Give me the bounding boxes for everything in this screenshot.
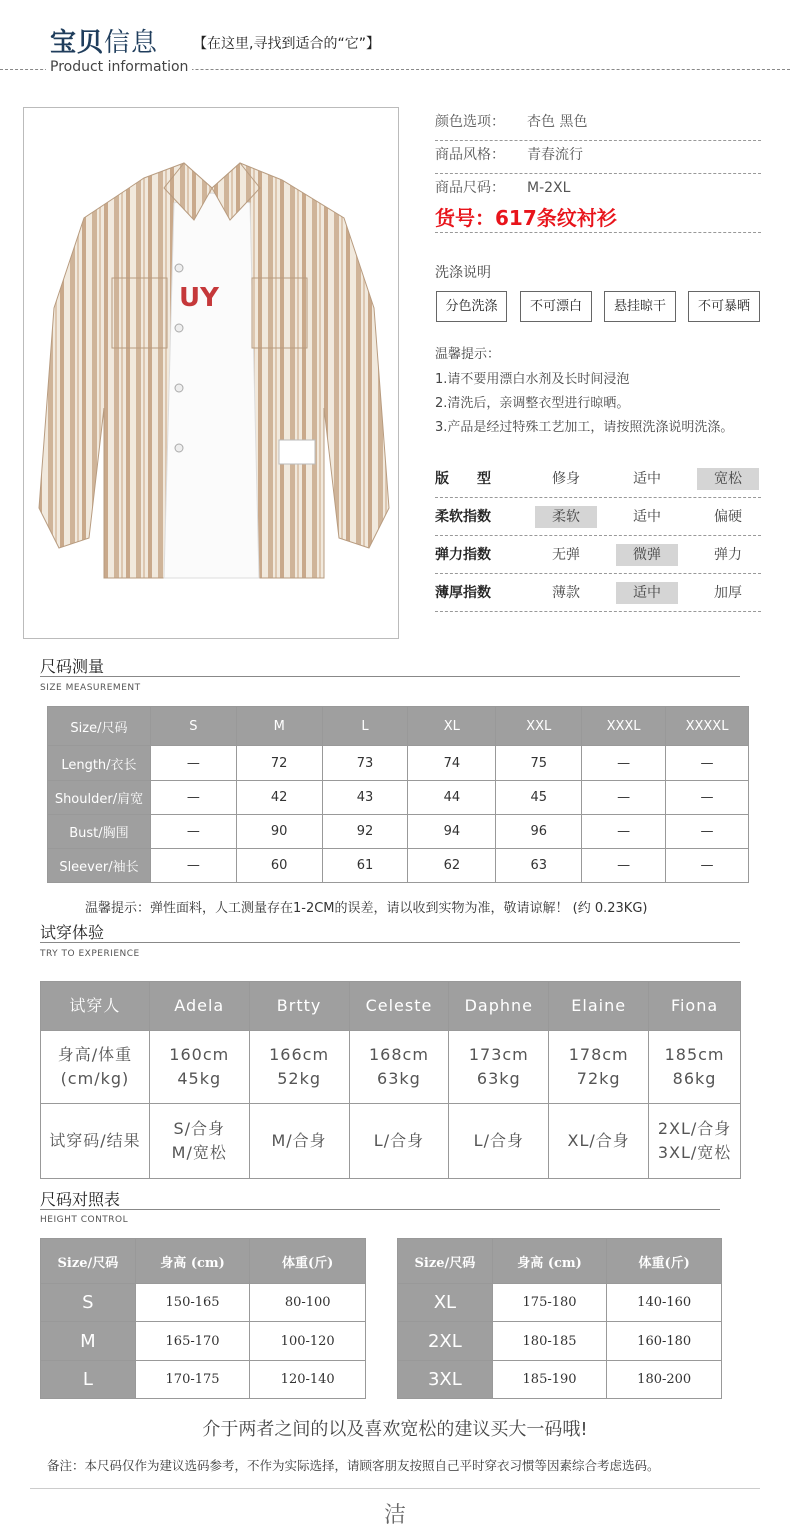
- section-divider: [40, 1209, 720, 1210]
- footer-char: 洁: [383, 1503, 406, 1528]
- wash-badge: 不可暴晒: [688, 291, 760, 322]
- info-row-style: 商品风格： 青春流行: [435, 141, 761, 174]
- remark: 备注：本尺码仅作为建议选码参考，不作为实际选择，请顾客朋友按照自己平时穿衣习惯等因素综合考虑选码。: [47, 1458, 660, 1473]
- section-divider: [40, 942, 740, 943]
- selected-option: 适中: [616, 582, 678, 604]
- section-subtitle-tryon: TRY TO EXPERIENCE: [40, 949, 140, 959]
- section-title-height: 尺码对照表: [40, 1190, 121, 1209]
- info-row-color: 颜色选项： 杏色 黑色: [435, 108, 761, 141]
- table-row: M 165-170 100-120: [41, 1322, 366, 1361]
- attr-row-elasticity: 弹力指数 无弹 微弹 弹力: [435, 536, 761, 574]
- wash-badge: 不可漂白: [520, 291, 592, 322]
- sku-divider: [435, 232, 761, 233]
- table-header-row: Size/尺码 身高 (cm) 体重(斤): [398, 1239, 722, 1284]
- page-title: 宝贝信息: [50, 28, 159, 58]
- wash-badge: 分色洗涤: [436, 291, 507, 322]
- table-row: 2XL 180-185 160-180: [398, 1322, 722, 1361]
- table-row: 试穿码/结果 S/合身 M/宽松 M/合身 L/合身 L/合身 XL/合身 2XL/合身 3XL/宽松: [41, 1104, 741, 1179]
- section-title-tryon: 试穿体验: [40, 923, 105, 942]
- wash-title: 洗涤说明: [435, 265, 491, 281]
- info-row-size: 商品尺码： M-2XL: [435, 180, 571, 196]
- height-table-left: [40, 1238, 366, 1399]
- selected-option: 微弹: [616, 544, 678, 566]
- tip-line: 3.产品是经过特殊工艺加工，请按照洗涤说明洗涤。: [435, 420, 734, 435]
- table-row: Bust/胸围 — 90 92 94 96 — —: [48, 815, 749, 849]
- tip-line: 1.请不要用漂白水剂及长时间浸泡: [435, 372, 630, 387]
- table-row: 身高/体重 (cm/kg) 160cm 45kg 166cm 52kg 168cm 63kg 173cm 63kg 178cm 72kg 185cm 86kg: [41, 1031, 741, 1104]
- footer-divider: [30, 1488, 760, 1489]
- section-subtitle-height: HEIGHT CONTROL: [40, 1215, 129, 1225]
- size-note: 温馨提示：弹性面料，人工测量存在1-2CM的误差，请以收到实物为准，敬请谅解！ (约 0.23KG): [85, 901, 648, 916]
- height-table-right: [397, 1238, 722, 1399]
- table-row: Shoulder/肩宽 — 42 43 44 45 — —: [48, 781, 749, 815]
- table-row: XL 175-180 140-160: [398, 1284, 722, 1322]
- product-sku: 货号：617条纹衬衫: [435, 206, 617, 230]
- section-subtitle-size: SIZE MEASUREMENT: [40, 683, 141, 693]
- section-divider: [40, 676, 740, 677]
- section-title-size: 尺码测量: [40, 657, 105, 676]
- table-row: Sleever/袖长 — 60 61 62 63 — —: [48, 849, 749, 883]
- page-subtitle-en: Product information: [46, 59, 192, 75]
- table-row: 3XL 185-190 180-200: [398, 1361, 722, 1399]
- table-header-row: Size/尺码 身高 (cm) 体重(斤): [41, 1239, 366, 1284]
- product-photo: [23, 107, 399, 639]
- photo-print-text: UY: [179, 283, 219, 313]
- size-advice: 介于两者之间的以及喜欢宽松的建议买大一码哦!: [202, 1419, 588, 1440]
- wash-badge: 悬挂晾干: [604, 291, 676, 322]
- tips-title: 温馨提示：: [435, 347, 501, 362]
- selected-option: 柔软: [535, 506, 597, 528]
- selected-option: 宽松: [697, 468, 759, 490]
- table-row: S 150-165 80-100: [41, 1284, 366, 1322]
- attr-row-thickness: 薄厚指数 薄款 适中 加厚: [435, 574, 761, 612]
- table-row: Length/衣长 — 72 73 74 75 — —: [48, 746, 749, 781]
- tryon-table: [40, 981, 741, 1179]
- table-header-row: Size/尺码 S M L XL XXL XXXL XXXXL: [48, 707, 749, 746]
- attr-row-softness: 柔软指数 柔软 适中 偏硬: [435, 498, 761, 536]
- table-header-row: 试穿人 Adela Brtty Celeste Daphne Elaine Fiona: [41, 982, 741, 1031]
- tip-line: 2.清洗后，亲调整衣型进行晾晒。: [435, 396, 630, 411]
- table-row: L 170-175 120-140: [41, 1361, 366, 1399]
- size-table: [47, 706, 749, 883]
- page-subtitle: 【在这里,寻找到适合的“它”】: [193, 36, 380, 52]
- attr-row-fit: 版 型 修身 适中 宽松: [435, 460, 761, 498]
